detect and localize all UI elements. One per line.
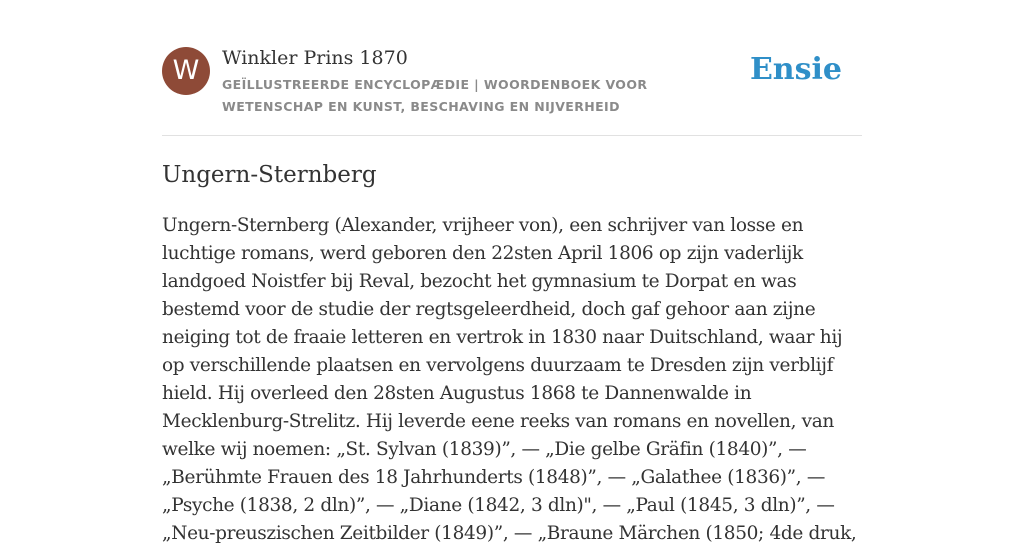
source-title[interactable]: Winkler Prins 1870 bbox=[222, 47, 408, 69]
source-header bbox=[162, 44, 862, 124]
header-divider bbox=[162, 135, 862, 136]
source-avatar[interactable]: W bbox=[162, 47, 210, 95]
entry-title: Ungern-Sternberg bbox=[162, 162, 377, 188]
source-subtitle: GEÏLLUSTREERDE ENCYCLOPÆDIE | WOORDENBOEK VOOR WETENSCHAP EN KUNST, BESCHAVING EN NIJVERHEID bbox=[222, 77, 648, 114]
entry-body: Ungern-Sternberg (Alexander, vrijheer von), een schrijver van losse en luchtige romans, werd geboren den 22sten April 1806 op zijn vaderlijk landgoed Noistfer bij Reval, bezocht het gymnasium te Dorpat en was bestemd voor de studie der regtsgeleerdheid, doch gaf gehoor aan zijne neiging tot de fraaie letteren en vertrok in 1830 naar Duitschland, waar hij op verschillende plaatsen en vervolgens duurzaam te Dresden zijn verblijf hield. Hij overleed den 28sten Augustus 1868 te Dannenwalde in Mecklenburg-Strelitz. Hij leverde eene reeks van romans en novellen, van welke wij noemen: „St. Sylvan (1839)”, — „Die gelbe Gräfin (1840)”, — „Berühmte Frauen des 18 Jahrhunderts (1848)”, — „Galathee (1836)”, — „Psyche (1838, 2 dln)”, — „Diane (1842, 3 dln)", — „Paul (1845, 3 dln)”, — „Neu-preuszischen Zeitbilder (1849)”, — „Braune Märchen (1850; 4de druk, bbox=[162, 215, 857, 544]
ensie-logo[interactable]: Ensie bbox=[749, 52, 842, 87]
